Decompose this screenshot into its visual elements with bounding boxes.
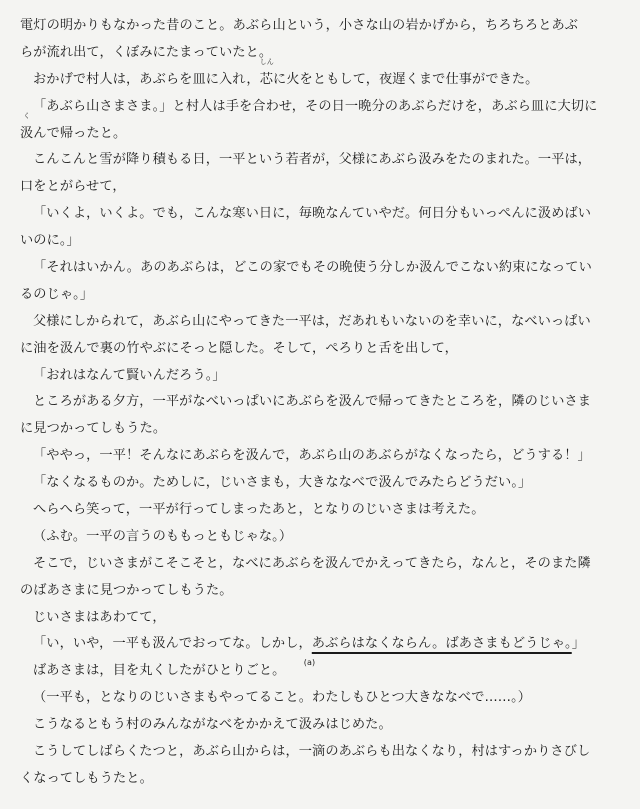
story-line: に見つかってしもうた。 <box>20 421 167 437</box>
ruby-base: 芯 <box>259 71 273 87</box>
story-line: 「あぶら山さまさま。」と村人は手を合わせ，その日一晩分のあぶらだけを，あぶら皿に大切に <box>33 98 598 114</box>
ruby-base: 汲 <box>20 125 34 141</box>
story-text: 「い，いや，一平も汲んでおってな。しかし， <box>33 636 312 652</box>
story-line: そこで，じいさまがこそこそと，なべにあぶらを汲んでかえってきたら，なんと，そのまた隣 <box>33 555 591 571</box>
story-line: 「なくなるものか。ためしに，じいさまも，大きななべで汲んでみたらどうだい。」 <box>33 475 532 491</box>
story-line <box>20 631 630 668</box>
story-text: 」 <box>571 636 586 652</box>
ruby-reading: しん <box>259 57 274 66</box>
story-line: じいさまはあわてて， <box>33 609 166 625</box>
story-line: るのじゃ。」 <box>20 286 94 302</box>
story-text: んで帰ったと。 <box>33 125 127 141</box>
story-line: （ふむ。一平の言うのももっともじゃな。） <box>33 528 293 544</box>
story-line: 口をとがらせて， <box>20 179 126 195</box>
story-line: ばあさまは，目を丸くしたがひとりごと。 <box>33 663 286 679</box>
story-line: 父様にしかられて，あぶら山にやってきた一平は，だあれもいないのを幸いに，なべいっぱい <box>33 313 591 329</box>
annotation-marker-label: (a) <box>303 658 316 668</box>
story-line: 「おれはなんて賢いんだろう。」 <box>33 367 226 383</box>
story-text: に火をともして，夜遅くまで仕事ができた。 <box>272 71 539 87</box>
ruby-reading: く <box>23 111 31 120</box>
story-line: （一平も，となりのじいさまもやってること。わたしもひとつ大きななべで……。） <box>33 690 532 706</box>
story-line: こんこんと雪が降り積もる日，一平という若者が，父様にあぶら汲みをたのまれた。一平は， <box>33 152 592 168</box>
story-line: のばあさまに見つかってしもうた。 <box>20 582 233 598</box>
story-line: に油を汲んで裏の竹やぶにそっと隠した。そして，ぺろりと舌を出して， <box>20 340 458 356</box>
story-line <box>20 111 630 148</box>
story-line: ところがある夕方，一平がなべいっぱいにあぶらを汲んで帰ってきたところを，隣のじいさま <box>33 394 592 410</box>
story-line: くなってしもうたと。 <box>20 770 153 786</box>
story-line: いのに。」 <box>20 233 80 249</box>
story-line: 「それはいかん。あのあぶらは，どこの家でもその晩使う分しか汲んでこない約束になってい <box>33 260 592 276</box>
story-line <box>20 57 630 94</box>
ruby-annotated-word <box>259 57 274 94</box>
underlined-passage: あぶらはなくならん。ばあさまもどうじゃ。 <box>311 636 572 652</box>
story-line: 「いくよ，いくよ。でも，こんな寒い日に，毎晩なんていやだ。何日分もいっぺんに汲めばい <box>33 206 592 222</box>
story-line: 電灯の明かりもなかった昔のこと。あぶら山という，小さな山の岩かげから，ちろちろとあぶ <box>20 18 579 33</box>
ruby-annotated-word <box>20 111 34 148</box>
story-line: こうなるともう村のみんながなべをかかえて汲みはじめた。 <box>33 717 392 733</box>
story-line: こうしてしばらくたつと，あぶら山からは，一滴のあぶらも出なくなり，村はすっかりさびし <box>33 744 591 760</box>
story-line: へらへら笑って，一平が行ってしまったあと，となりのじいさまは考えた。 <box>33 502 485 518</box>
story-line: 「ややっ，一平！そんなにあぶらを汲んで，あぶら山のあぶらがなくなったら，どうする！」 <box>33 448 591 464</box>
story-text: おかげで村人は，あぶらを皿に入れ， <box>33 71 260 87</box>
story-line: らが流れ出て，くぼみにたまっていたと。 <box>20 44 273 60</box>
